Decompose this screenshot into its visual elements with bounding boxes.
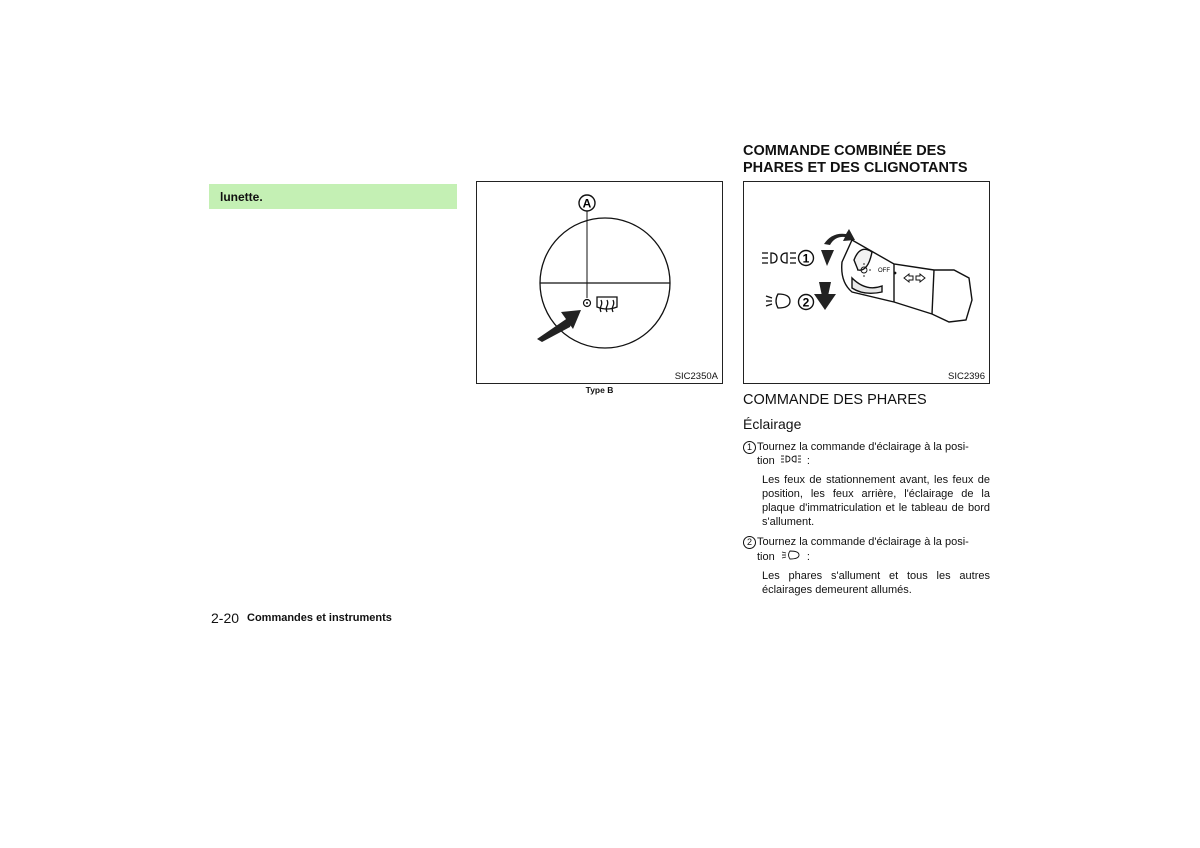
subsubheading: Éclairage <box>743 416 802 432</box>
step-1-line1: Tournez la commande d'éclairage à la posi- <box>757 441 969 453</box>
section-title-line2: PHARES ET DES CLIGNOTANTS <box>743 160 968 176</box>
step-2-prefix: tion <box>757 550 775 563</box>
defogger-figure <box>476 181 723 384</box>
step-2-text <box>757 535 990 565</box>
step-number-1: 1 <box>743 441 756 454</box>
step-1-suffix: : <box>806 455 810 467</box>
page-number: 2-20 <box>211 610 240 626</box>
headlight-switch-figure <box>743 181 990 384</box>
highlight-text: lunette. <box>220 190 263 204</box>
headlight-icon <box>766 294 790 308</box>
step-1-prefix: tion <box>757 455 775 467</box>
step-1-text <box>757 440 990 468</box>
step-number-2: 2 <box>743 536 756 549</box>
defogger-illustration <box>477 182 722 383</box>
figure-code: SIC2396 <box>948 371 985 382</box>
step-2-line1: Tournez la commande d'éclairage à la posi- <box>757 536 969 548</box>
parking-light-icon <box>762 253 796 263</box>
figure-caption: Type B <box>585 385 614 395</box>
highlight-band <box>209 184 457 209</box>
headlight-switch-illustration <box>744 182 989 383</box>
headlight-icon <box>778 549 804 565</box>
callout-2: 2 <box>802 295 810 310</box>
callout-1: 1 <box>802 251 810 266</box>
step-1-description: Les feux de stationnement avant, les feux de position, les feux arrière, l'éclairage de la plaque d'immatriculation et le tableau de bord s'allument. <box>762 474 990 528</box>
callout-a: A <box>582 196 592 211</box>
section-title-line1: COMMANDE COMBINÉE DES <box>743 143 947 159</box>
switch-stalk <box>842 240 972 322</box>
step-2-description: Les phares s'allument et tous les autres éclairages demeurent allumés. <box>762 570 990 596</box>
section-title <box>743 143 1003 177</box>
footer-section-name: Commandes et instruments <box>247 612 392 624</box>
switch-off-label: OFF <box>878 268 890 274</box>
subheading: COMMANDE DES PHARES <box>743 392 927 408</box>
figure-code: SIC2350A <box>674 371 718 382</box>
step-2-suffix: : <box>806 550 810 563</box>
parking-light-icon <box>778 454 804 468</box>
